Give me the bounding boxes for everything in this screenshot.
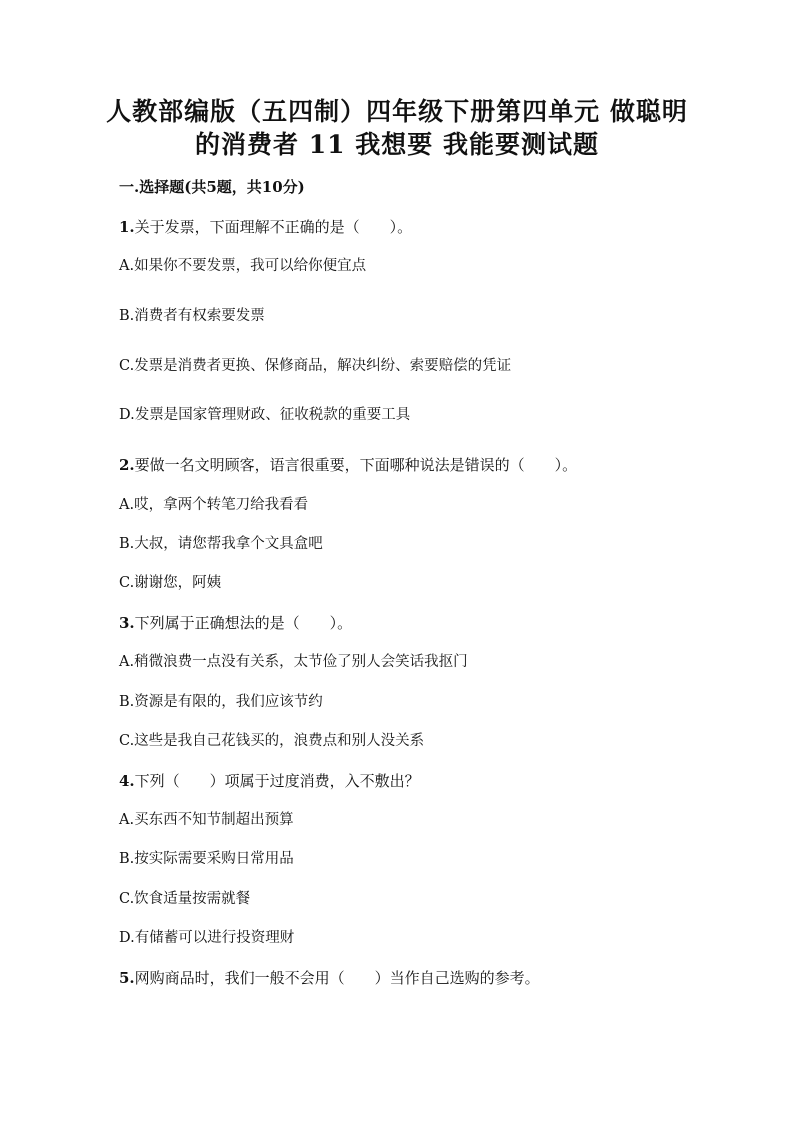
question-2-option-c: C.谢谢您，阿姨 xyxy=(119,575,222,591)
question-text: 网购商品时，我们一般不会用（ ）当作自己选购的参考。 xyxy=(134,969,540,987)
question-1-option-a: A.如果你不要发票，我可以给你便宜点 xyxy=(119,258,367,274)
page-title-line-1: 人教部编版（五四制）四年级下册第四单元 做聪明 xyxy=(106,97,688,126)
question-4 xyxy=(119,770,420,792)
question-3 xyxy=(119,612,352,634)
section-heading: 一.选择题(共5题，共10分) xyxy=(119,178,305,196)
question-4-option-d: D.有储蓄可以进行投资理财 xyxy=(119,930,295,946)
question-3-option-b: B.资源是有限的，我们应该节约 xyxy=(119,694,323,710)
page-title-line-2: 的消费者 11 我想要 我能要测试题 xyxy=(195,130,599,159)
question-4-option-c: C.饮食适量按需就餐 xyxy=(119,891,251,907)
question-number: 5. xyxy=(119,969,135,987)
question-2 xyxy=(119,454,577,476)
question-number: 3. xyxy=(119,614,135,632)
question-text: 下列属于正确想法的是（ ）。 xyxy=(134,614,353,632)
question-3-option-a: A.稍微浪费一点没有关系，太节俭了别人会笑话我抠门 xyxy=(119,654,468,670)
question-3-option-c: C.这些是我自己花钱买的，浪费点和别人没关系 xyxy=(119,733,425,749)
question-5 xyxy=(119,967,540,989)
question-text: 下列（ ）项属于过度消费，入不敷出？ xyxy=(134,772,420,790)
question-text: 关于发票，下面理解不正确的是（ ）。 xyxy=(134,218,413,236)
question-number: 4. xyxy=(119,772,135,790)
question-4-option-a: A.买东西不知节制超出预算 xyxy=(119,812,294,828)
question-2-option-b: B.大叔，请您帮我拿个文具盒吧 xyxy=(119,536,323,552)
question-1 xyxy=(119,216,412,238)
question-1-option-c: C.发票是消费者更换、保修商品，解决纠纷、索要赔偿的凭证 xyxy=(119,358,512,374)
question-text: 要做一名文明顾客，语言很重要，下面哪种说法是错误的（ ）。 xyxy=(134,456,578,474)
question-number: 2. xyxy=(119,456,135,474)
question-number: 1. xyxy=(119,218,135,236)
question-1-option-b: B.消费者有权索要发票 xyxy=(119,308,265,324)
question-4-option-b: B.按实际需要采购日常用品 xyxy=(119,851,294,867)
question-2-option-a: A.哎，拿两个转笔刀给我看看 xyxy=(119,497,309,513)
question-1-option-d: D.发票是国家管理财政、征收税款的重要工具 xyxy=(119,407,411,423)
